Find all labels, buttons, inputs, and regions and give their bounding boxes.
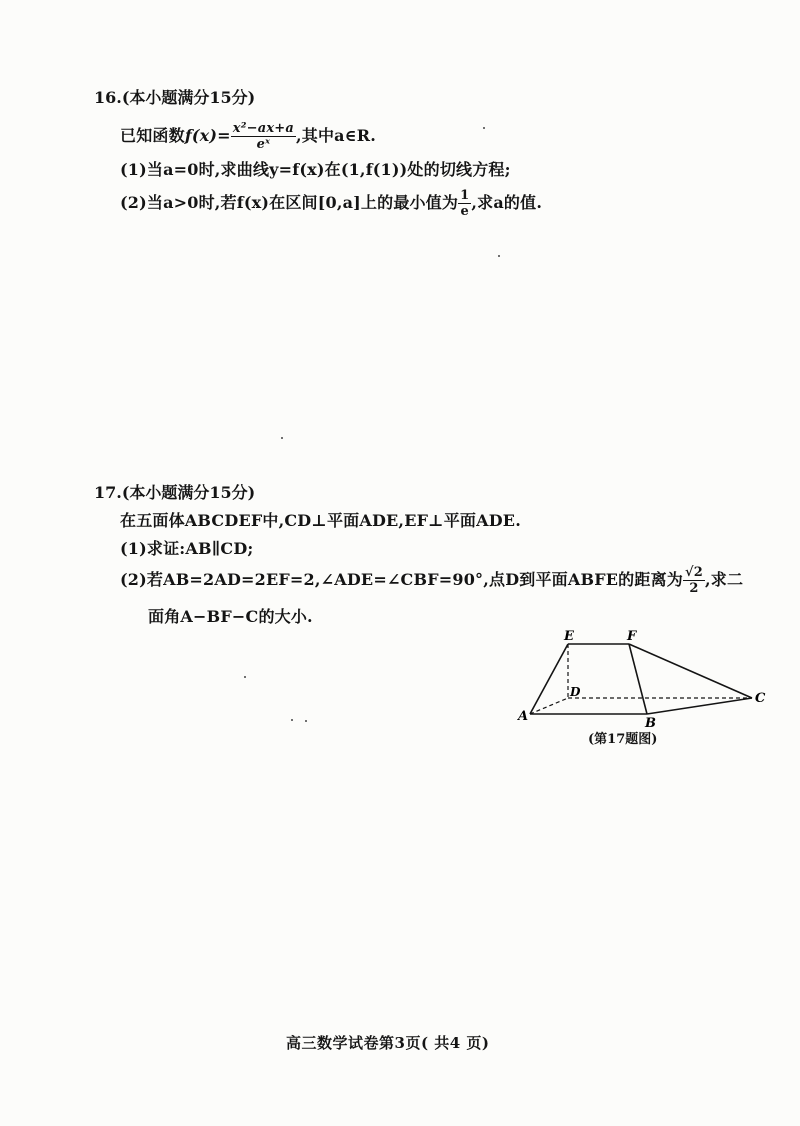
- label-d: D: [570, 685, 581, 699]
- scan-speck: [305, 720, 307, 722]
- q16-part2-fraction: [458, 188, 471, 219]
- q16-numerator: x²−ax+a: [232, 121, 295, 136]
- edge-ad: [530, 698, 568, 714]
- q16-part2-prefix: (2)当a>0时,若f(x)在区间[0,a]上的最小值为: [120, 193, 459, 212]
- q16-part2: [120, 187, 542, 219]
- q17-part2-suffix: ,求二: [704, 570, 744, 589]
- edge-fc: [629, 644, 752, 698]
- q16-part1: (1)当a=0时,求曲线y=f(x)在(1,f(1))处的切线方程;: [120, 160, 511, 179]
- q16-denominator: eˣ: [256, 137, 271, 152]
- q16-stem-prefix: 已知函数: [120, 126, 185, 145]
- q16-stem: [120, 120, 376, 152]
- label-e: E: [564, 629, 574, 644]
- q16-part2-numerator: 1: [460, 188, 470, 203]
- q16-part2-denominator: e: [460, 204, 469, 219]
- q16-func: f(x)=: [184, 126, 231, 145]
- figure-caption: (第17题图): [588, 732, 658, 747]
- scan-speck: [498, 255, 500, 257]
- q17-part2-numerator: √2: [684, 565, 703, 580]
- q17-part1: (1)求证:AB∥CD;: [120, 539, 254, 558]
- label-b: B: [645, 716, 656, 731]
- q16-header: 16.(本小题满分15分): [94, 88, 256, 107]
- edge-bc: [647, 698, 752, 714]
- q17-part2-prefix: (2)若AB=2AD=2EF=2,∠ADE=∠CBF=90°,点D到平面ABFE的距离为: [120, 570, 683, 589]
- q17-part2: [120, 562, 743, 598]
- q17-part2-denominator: 2: [689, 581, 699, 596]
- q16-stem-suffix: ,其中a∈R.: [296, 126, 377, 145]
- q17-part2-fraction: [683, 565, 705, 596]
- page-footer: 高三数学试卷第3页( 共4 页): [286, 1034, 490, 1052]
- label-c: C: [755, 691, 766, 706]
- q17-intro: 在五面体ABCDEF中,CD⊥平面ADE,EF⊥平面ADE.: [120, 511, 521, 530]
- scan-speck: [244, 676, 246, 678]
- scan-speck: [281, 437, 283, 439]
- q16-fraction: [231, 121, 296, 152]
- edge-ae: [530, 644, 568, 714]
- scan-speck: [483, 127, 485, 129]
- scan-speck: [291, 719, 293, 721]
- edge-fb: [629, 644, 647, 714]
- label-f: F: [627, 629, 637, 644]
- q17-header: 17.(本小题满分15分): [94, 483, 256, 502]
- label-a: A: [518, 709, 529, 724]
- q16-part2-suffix: ,求a的值.: [471, 193, 543, 212]
- q17-part2-line2: 面角A−BF−C的大小.: [148, 607, 313, 626]
